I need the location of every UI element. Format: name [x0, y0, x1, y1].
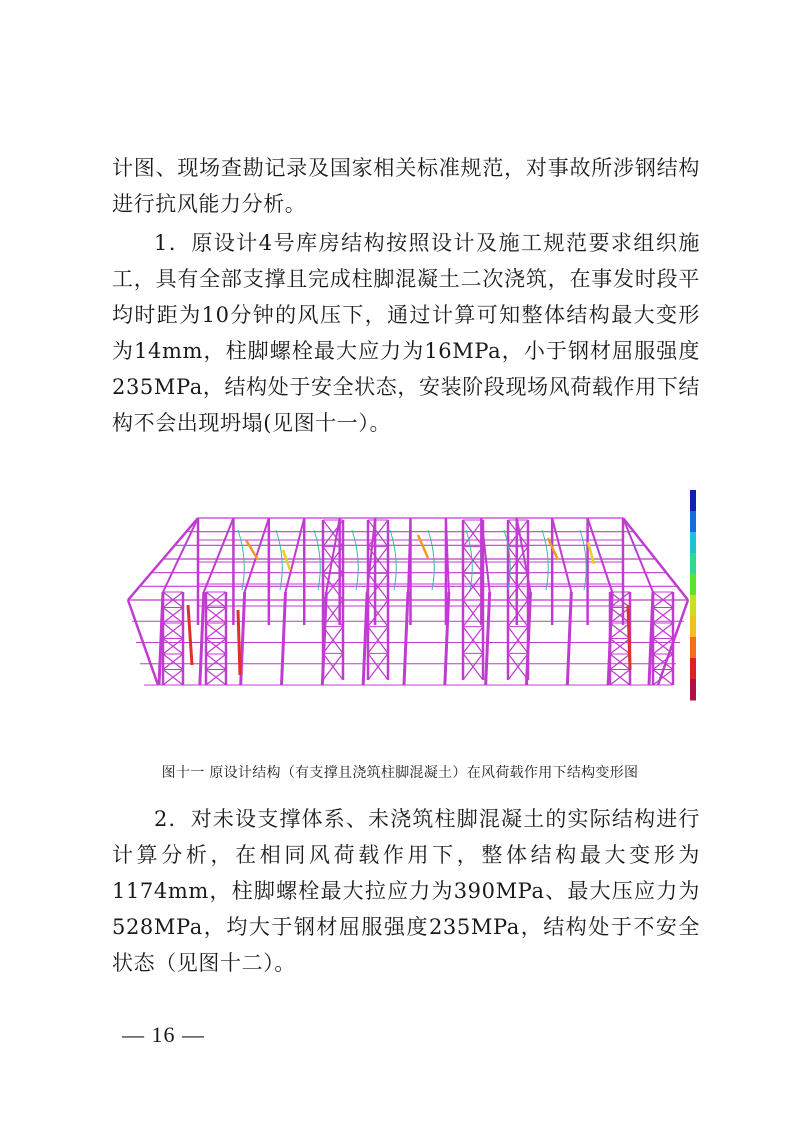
colorbar-segment [690, 595, 696, 617]
deflection-curve [428, 530, 434, 590]
paragraph-intro-text: 计图、现场查勘记录及国家相关标准规范，对事故所涉钢结构进行抗风能力分析。 [112, 156, 700, 216]
rafter [163, 518, 198, 592]
deflection-curve [238, 530, 244, 590]
stressed-member [238, 610, 240, 675]
rafter [245, 518, 269, 592]
colorbar-segment [690, 532, 696, 554]
stressed-member [418, 535, 428, 558]
colorbar-segment [690, 574, 696, 596]
stressed-member [628, 605, 630, 670]
deflection-curve [352, 530, 358, 590]
colorbar-segment [690, 553, 696, 575]
deflection-curve [390, 530, 396, 590]
stressed-member [188, 605, 192, 665]
paragraph-2-text: 2．对未设支撑体系、未浇筑柱脚混凝土的实际结构进行计算分析，在相同风荷载作用下，整体结构最大变形为1174mm，柱脚螺栓最大拉应力为390MPa、最大压应力为528MPa，均大于钢材屈服强度235MPa，结构处于不安全状态（见图十二）。 [112, 807, 700, 975]
paragraph-1 [112, 225, 700, 441]
colorbar-segment [690, 616, 696, 638]
colorbar-segment [690, 490, 696, 512]
rafter [623, 518, 653, 592]
rafter [286, 518, 305, 592]
colorbar-segment [690, 658, 696, 680]
colorbar-segment [690, 637, 696, 659]
stress-colorbar [690, 490, 696, 701]
stressed-member [283, 550, 290, 570]
paragraph-intro [112, 150, 700, 222]
structure-deformation-figure [118, 480, 718, 710]
colorbar-segment [690, 511, 696, 533]
paragraph-1-text: 1．原设计4号库房结构按照设计及施工规范要求组织施工，具有全部支撑且完成柱脚混凝土二次浇筑，在事发时段平均时距为10分钟的风压下，通过计算可知整体结构最大变形为14mm，柱脚螺栓最大应力为16MPa，小于钢材屈服强度235MPa，结构处于安全状态，安装阶段现场风荷载作用下结构不会出现坍塌(见图十一）。 [112, 231, 700, 435]
colorbar-segment [690, 679, 696, 701]
deflection-curve [580, 530, 586, 590]
figure-caption: 图十一 原设计结构（有支撑且浇筑柱脚混凝土）在风荷载作用下结构变形图 [161, 765, 639, 781]
stressed-member [246, 540, 258, 560]
rafter [204, 518, 234, 592]
page-number: — 16 — [122, 1022, 205, 1047]
deflection-curve [276, 530, 282, 590]
paragraph-2 [112, 801, 700, 981]
deflection-curve [314, 530, 320, 590]
